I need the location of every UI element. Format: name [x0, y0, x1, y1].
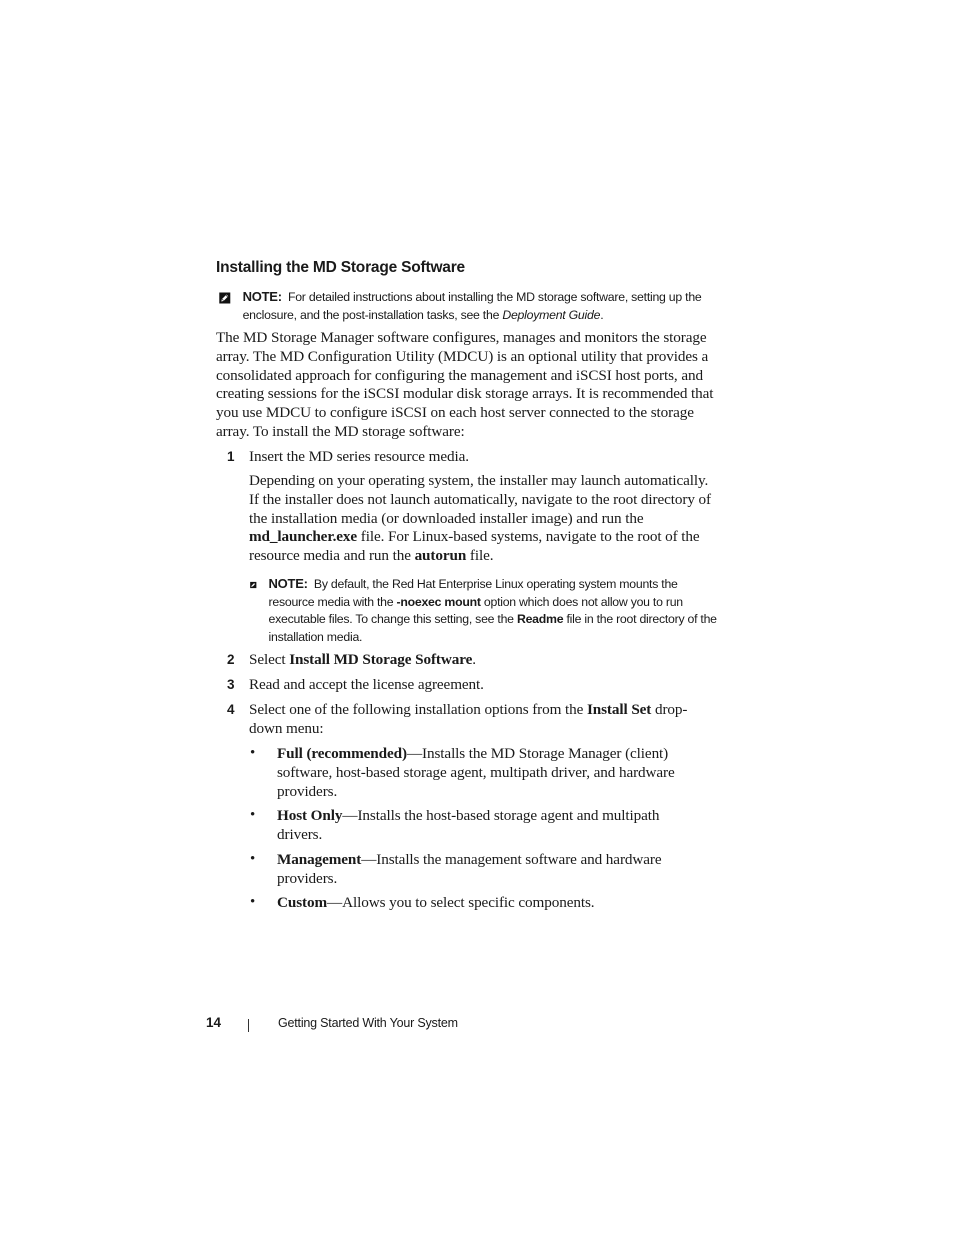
noexec-option: -noexec mount [396, 594, 481, 609]
step-number: 4 [227, 702, 235, 717]
option-name: Host Only [277, 807, 343, 824]
list-item: • Custom—Allows you to select specific components. [250, 894, 595, 911]
filename-autorun: autorun [414, 547, 467, 565]
page-number: 14 [206, 1015, 222, 1030]
bullet-icon: • [250, 851, 256, 867]
install-md-storage-software-label: Install MD Storage Software [289, 651, 473, 668]
footer-separator [248, 1019, 249, 1032]
step-number: 2 [227, 652, 235, 667]
list-item: • Full (recommended)—Installs the MD Storage Manager (client) software, host-based storage agent, multipath driver, and hardware providers. [250, 745, 675, 800]
filename-md-launcher: md_launcher.exe [249, 528, 358, 546]
page-footer [0, 1015, 954, 1035]
intro-paragraph: The MD Storage Manager software configures, manages and monitors the storage array. The MD Configuration Utility (MDCU) is an optional utility that provides a consolidated approach for configuring the management and iSCSI host ports, and creating sessions for the iSCSI modular disk storage arrays. It is recommended that you use MDCU to configure iSCSI on each host server connected to the storage array. To install the MD storage software: [216, 329, 714, 440]
install-set-label: Install Set [586, 701, 652, 718]
note-label: NOTE: [268, 576, 308, 591]
note-label: NOTE: [242, 289, 282, 304]
note-box [219, 288, 719, 324]
note-pencil-icon [250, 575, 257, 595]
step-text: Select Install MD Storage Software. [249, 651, 476, 668]
deployment-guide-ref: Deployment Guide [502, 307, 601, 322]
list-item: • Host Only—Installs the host-based storage agent and multipath drivers. [250, 807, 660, 843]
step-text: Select one of the following installation options from the Install Set drop-down menu: [249, 701, 688, 737]
note-text: NOTE: For detailed instructions about installing the MD storage software, setting up the enclosure, and the post-installation tasks, see the Deployment Guide. [242, 289, 702, 322]
option-name: Full (recommended) [277, 745, 407, 762]
step-number: 1 [227, 449, 235, 464]
list-item: • Management—Installs the management software and hardware providers. [250, 851, 662, 887]
bullet-icon: • [250, 894, 256, 910]
step-3 [216, 676, 719, 695]
step-text: Insert the MD series resource media. [249, 448, 469, 465]
bullet-icon: • [250, 807, 256, 823]
step-text: Read and accept the license agreement. [249, 676, 484, 693]
step-2 [216, 651, 719, 670]
readme-ref: Readme [516, 612, 564, 626]
note-pencil-icon [219, 288, 231, 308]
step-number: 3 [227, 677, 235, 692]
step-4 [216, 701, 719, 739]
section-title: Installing the MD Storage Software [216, 259, 465, 276]
footer-title: Getting Started With Your System [278, 1016, 458, 1030]
option-name: Custom [277, 894, 328, 911]
note-text: NOTE: By default, the Red Hat Enterprise Linux operating system mounts the resource media with the -noexec mount option which does not allow you to run executable files. To change this setting, see the Readme file in the root directory of the installation media. [268, 576, 717, 644]
step-1-detail: Depending on your operating system, the installer may launch automatically. If the installer does not launch automatically, navigate to the root directory of the installation media (or downloaded installer image) and run the md_launcher.exe file. For Linux-based systems, navigate to the root of the resource media and run the autorun file. [249, 472, 711, 565]
option-name: Management [277, 851, 362, 868]
bullet-icon: • [250, 745, 256, 761]
note-box [250, 575, 718, 646]
step-1 [216, 448, 719, 467]
